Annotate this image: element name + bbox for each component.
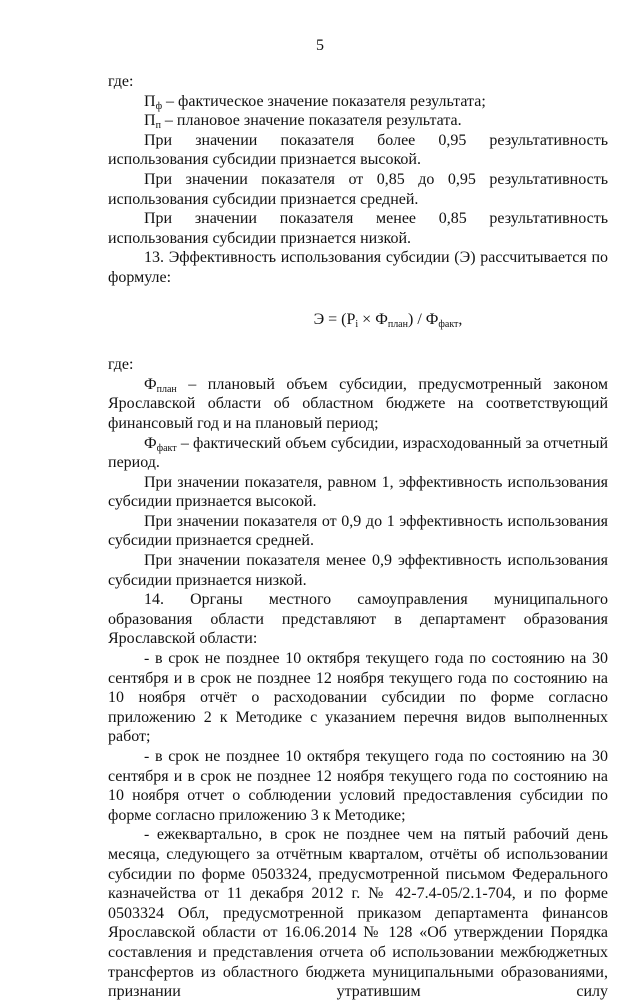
pp-subscript: п: [155, 120, 161, 132]
definition-ffact: [108, 434, 608, 473]
pf-subscript: ф: [155, 100, 163, 112]
report-bullet-3: - ежеквартально, в срок не позднее чем на пятый рабочий день месяца, следующего за отчётным кварталом, отчёты об использовании субсидии по форме 0503324, предусмотренной письмом Федерального казначейства от 11 декабря 2012 г. № 42-7.4-05/2.1-704, и по форме 0503324 Обл, предусмотренной приказом департамента финансов Ярославской области от 16.06.2014 № 128 «Об утверждении Порядка составления и представления отчета об использовании межбюджетных трансфертов из областного бюджета муниципальными образованиями, признании утратившим силу: [108, 826, 608, 1001]
item-13-paragraph: 13. Эффективность использования субсидии (Э) рассчитывается по формуле:: [108, 249, 608, 286]
ffact-symbol: Ф: [144, 434, 157, 452]
formula-subscript: план: [387, 318, 408, 330]
pp-symbol: П: [144, 112, 156, 130]
result-low-paragraph: При значении показателя менее 0,85 результативность использования субсидии признается низкой.: [108, 210, 608, 247]
efficiency-high-paragraph: При значении показателя, равном 1, эффективность использования субсидии признается высокой.: [108, 473, 608, 511]
pf-text: – фактическое значение показателя результата;: [162, 92, 486, 110]
efficiency-formula: [108, 310, 608, 330]
ffact-text: – фактический объем субсидии, израсходованный за отчетный период.: [108, 434, 608, 472]
definition-pf: [108, 92, 608, 112]
pf-symbol: П: [144, 92, 156, 110]
report-bullet-1: - в срок не позднее 10 октября текущего года по состоянию на 30 сентября и в срок не позднее 12 ноября текущего года по состоянию на 10 ноября отчёт о расходовании субсидии по форме согласно приложению 2 к Методике с указанием перечня видов выполненных работ;: [108, 650, 608, 746]
ffact-subscript: факт: [156, 442, 177, 454]
fplan-subscript: план: [156, 383, 177, 395]
formula-part: Э = (Р: [313, 310, 356, 328]
formula-subscript: факт: [438, 318, 459, 330]
where-label: где:: [108, 73, 134, 90]
efficiency-low-paragraph: При значении показателя менее 0,9 эффективность использования субсидии признается низкой.: [108, 552, 608, 589]
fplan-text: – плановый объем субсидии, предусмотренный законом Ярославской области об областном бюджете на соответствующий финансовый год и на плановый период;: [108, 375, 608, 432]
item-14-paragraph: 14. Органы местного самоуправления муниципального образования области представляют в департамент образования Ярославской области:: [108, 591, 608, 648]
formula-part: ,: [458, 310, 463, 328]
efficiency-mid-paragraph: При значении показателя от 0,9 до 1 эффективность использования субсидии признается средней.: [108, 512, 608, 550]
where-label: где:: [108, 356, 134, 374]
formula-part: ) / Ф: [407, 310, 439, 328]
result-high-paragraph: При значении показателя более 0,95 результативность использования субсидии признается высокой.: [108, 131, 608, 169]
document-body: [108, 72, 608, 1002]
report-bullet-2: - в срок не позднее 10 октября текущего года по состоянию на 30 сентября и в срок не позднее 12 ноября текущего года по состоянию на 10 ноября отчет о соблюдении условий предоставления субсидии по форме согласно приложению 3 к Методике;: [108, 748, 608, 824]
page-number: 5: [316, 37, 324, 54]
result-mid-paragraph: При значении показателя от 0,85 до 0,95 результативность использования субсидии признается средней.: [108, 170, 608, 208]
pp-text: – плановое значение показателя результата.: [160, 112, 462, 130]
formula-subscript: i: [355, 318, 359, 330]
definition-fplan: [108, 375, 608, 434]
formula-part: × Ф: [358, 310, 388, 328]
definition-pp: [108, 111, 608, 131]
fplan-symbol: Ф: [144, 375, 157, 393]
